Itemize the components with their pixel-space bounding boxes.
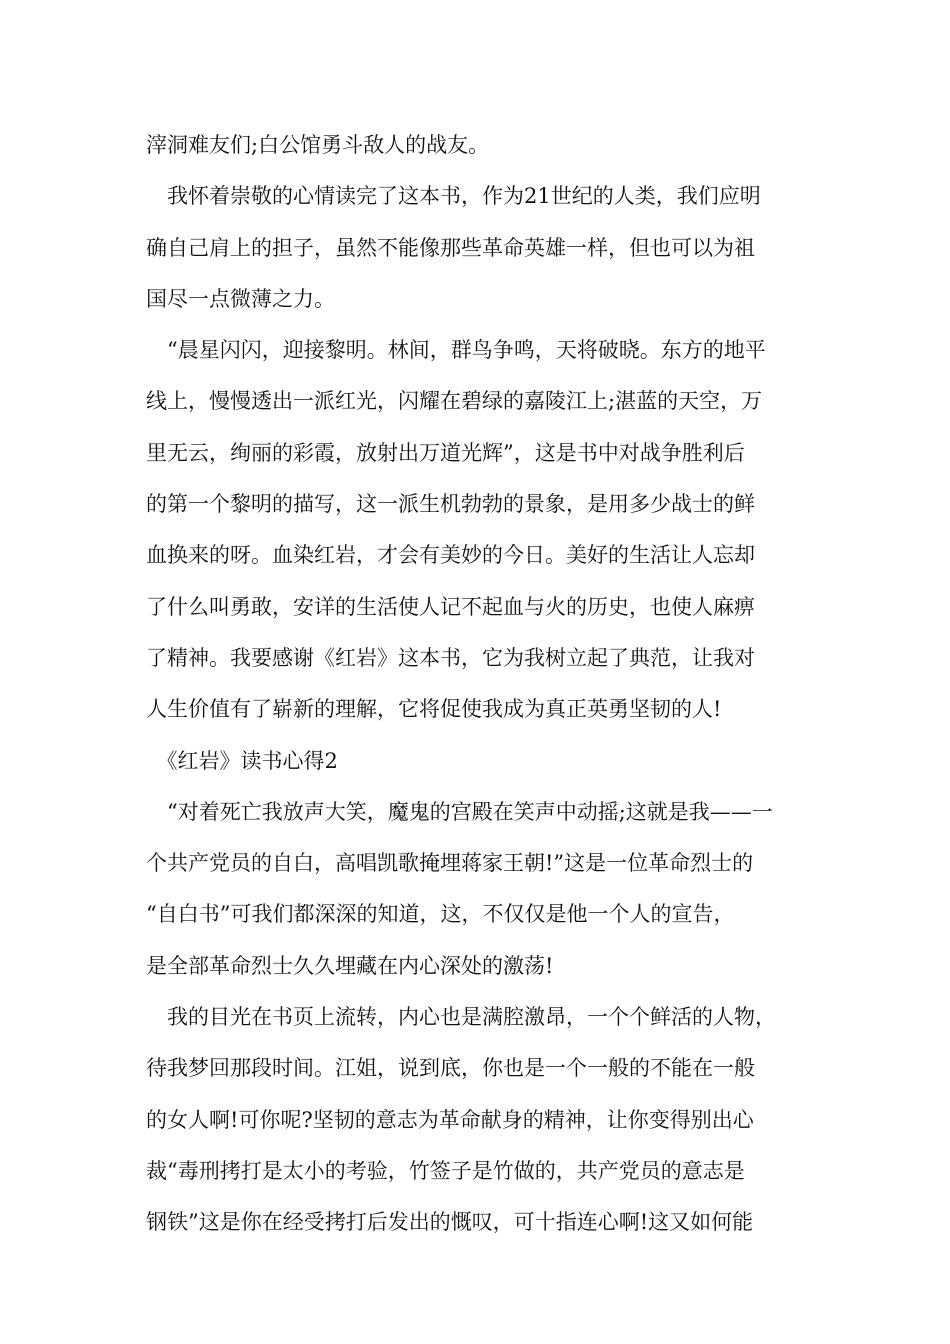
text-line: “晨星闪闪，迎接黎明。林间，群鸟争鸣，天将破晓。东方的地平 <box>146 338 766 363</box>
text-line: 的女人啊!可你呢?坚韧的意志为革命献身的精神，让你变得别出心 <box>146 1107 754 1132</box>
text-line: 了精神。我要感谢《红岩》这本书，它为我树立起了典范，让我对 <box>146 645 755 670</box>
text-line: 滓洞难友们;白公馆勇斗敌人的战友。 <box>146 133 490 157</box>
text-line: “自白书”可我们都深深的知道，这，不仅仅是他一个人的宣告， <box>146 902 735 927</box>
text-line: 钢铁”这是你在经受拷打后发出的慨叹，可十指连心啊!这又如何能 <box>146 1210 754 1235</box>
text-line: 个共产党员的自白，高唱凯歌掩埋蒋家王朝!”这是一位革命烈士的 <box>146 851 754 876</box>
text-line: 的第一个黎明的描写，这一派生机勃勃的景象，是用多少战士的鲜 <box>146 492 755 517</box>
text-line: 国尽一点微薄之力。 <box>146 286 335 311</box>
text-line: “对着死亡我放声大笑，魔鬼的宫殿在笑声中动摇;这就是我——一 <box>146 799 773 824</box>
text-line: 确自己肩上的担子，虽然不能像那些革命英雄一样，但也可以为祖 <box>146 235 755 260</box>
body-text <box>146 120 816 1249</box>
text-line: 待我梦回那段时间。江姐，说到底，你也是一个一般的不能在一般 <box>146 1056 755 1081</box>
text-line: 了什么叫勇敢，安详的生活使人记不起血与火的历史，也使人麻痹 <box>146 594 755 619</box>
text-line: 线上，慢慢透出一派红光，闪耀在碧绿的嘉陵江上;湛蓝的天空，万 <box>146 389 763 414</box>
text-line: 人生价值有了崭新的理解，它将促使我成为真正英勇坚韧的人! <box>146 697 722 722</box>
text-line: 裁“毒刑拷打是太小的考验，竹签子是竹做的，共产党员的意志是 <box>146 1158 745 1183</box>
text-line: 是全部革命烈士久久埋藏在内心深处的激荡! <box>146 953 554 978</box>
text-line: 血换来的呀。血染红岩，才会有美妙的今日。美好的生活让人忘却 <box>146 543 755 568</box>
section-heading: 《红岩》读书心得2 <box>146 748 338 773</box>
text-line: 里无云，绚丽的彩霞，放射出万道光辉”，这是书中对战争胜利后 <box>146 440 745 465</box>
text-line: 我怀着崇敬的心情读完了这本书，作为21世纪的人类，我们应明 <box>146 184 761 209</box>
text-line: 我的目光在书页上流转，内心也是满腔激昂，一个个鲜活的人物， <box>146 1005 776 1030</box>
